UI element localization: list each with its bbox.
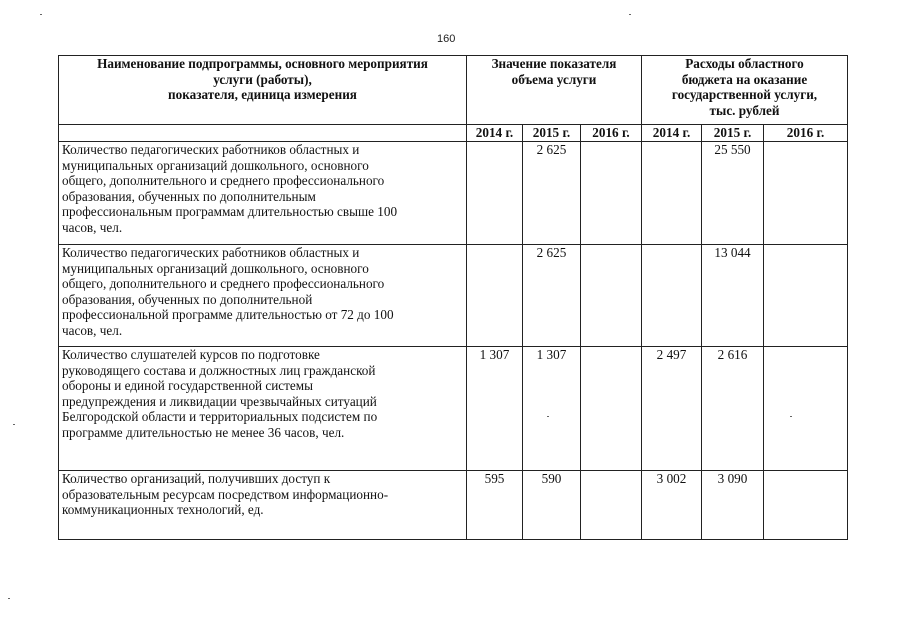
cell-volume-2015: 1 307 — [523, 347, 581, 471]
row-name-line: муниципальных организаций дошкольного, основного — [62, 260, 369, 276]
header-name-spacer — [59, 125, 467, 142]
scan-speck — [40, 14, 42, 15]
row-name-line: программе длительностью не менее 36 часов, чел. — [62, 424, 345, 440]
scan-speck — [8, 598, 10, 599]
row-name-line: Количество педагогических работников областных и — [62, 142, 360, 157]
row-name-line: Количество организаций, получивших доступ к — [62, 471, 331, 486]
header-year-volume-2015: 2015 г. — [523, 125, 581, 142]
page-number: 160 — [437, 33, 456, 45]
header-year-budget-2016: 2016 г. — [764, 125, 848, 142]
row-name-line: Белгородской области и территориальных подсистем по — [62, 409, 378, 424]
header-volume-line: объема услуги — [511, 71, 597, 87]
cell-budget-2015: 2 616 — [702, 347, 764, 471]
row-name-line: общего, дополнительного и среднего профессионального — [62, 276, 385, 291]
row-name-line: профессиональной программе длительностью от 72 до 100 — [62, 307, 394, 322]
cell-volume-2015: 2 625 — [523, 245, 581, 347]
scan-speck — [790, 416, 792, 417]
header-name-line: услуги (работы), — [213, 71, 312, 87]
row-name-line: обороны и единой государственной системы — [62, 378, 313, 393]
cell-budget-2016 — [764, 142, 848, 245]
header-year-volume-2014: 2014 г. — [467, 125, 523, 142]
row-name-line: часов, чел. — [62, 322, 123, 338]
header-budget-line: Расходы областного — [685, 56, 804, 71]
header-year-volume-2016: 2016 г. — [581, 125, 642, 142]
row-name-line: общего, дополнительного и среднего профессионального — [62, 173, 385, 188]
services-table — [58, 55, 848, 540]
table-row — [59, 245, 848, 347]
row-name-line: образовательным ресурсам посредством информационно- — [62, 486, 389, 502]
scan-speck — [13, 424, 15, 425]
header-name-column — [59, 56, 467, 125]
cell-volume-2015: 2 625 — [523, 142, 581, 245]
header-name-line: Наименование подпрограммы, основного мероприятия — [97, 56, 428, 71]
cell-volume-2014 — [467, 142, 523, 245]
cell-volume-2015: 590 — [523, 471, 581, 540]
row-name-line: Количество педагогических работников областных и — [62, 245, 360, 260]
cell-budget-2015: 3 090 — [702, 471, 764, 540]
row-name-line: муниципальных организаций дошкольного, основного — [62, 157, 369, 173]
cell-budget-2016 — [764, 471, 848, 540]
row-name-line: профессиональным программам длительностью свыше 100 — [62, 204, 398, 219]
cell-volume-2016 — [581, 347, 642, 471]
header-volume-line: Значение показателя — [491, 56, 617, 71]
table-row — [59, 142, 848, 245]
cell-budget-2014: 2 497 — [642, 347, 702, 471]
table-header-row — [59, 56, 848, 125]
cell-budget-2014: 3 002 — [642, 471, 702, 540]
header-budget-line: бюджета на оказание — [681, 71, 808, 87]
cell-budget-2015: 25 550 — [702, 142, 764, 245]
row-name-line: Количество слушателей курсов по подготовке — [62, 347, 320, 362]
header-year-budget-2015: 2015 г. — [702, 125, 764, 142]
cell-volume-2016 — [581, 142, 642, 245]
table-years-row — [59, 125, 848, 142]
cell-volume-2014 — [467, 245, 523, 347]
row-name-line: часов, чел. — [62, 219, 123, 235]
header-budget-group — [642, 56, 848, 125]
row-name-line: образования, обученных по дополнительной — [62, 291, 313, 307]
cell-volume-2016 — [581, 471, 642, 540]
row-name-cell — [59, 142, 467, 245]
cell-volume-2016 — [581, 245, 642, 347]
row-name-line: коммуникационных технологий, ед. — [62, 502, 264, 517]
scan-speck — [547, 416, 549, 417]
row-name-line: руководящего состава и должностных лиц гражданской — [62, 362, 376, 378]
header-volume-group — [467, 56, 642, 125]
header-budget-line: государственной услуги, — [671, 87, 818, 102]
row-name-cell — [59, 245, 467, 347]
row-name-cell — [59, 471, 467, 540]
header-name-line: показателя, единица измерения — [168, 87, 357, 102]
cell-budget-2014 — [642, 142, 702, 245]
cell-budget-2016 — [764, 347, 848, 471]
table-row — [59, 347, 848, 471]
row-name-line: предупреждения и ликвидации чрезвычайных ситуаций — [62, 393, 377, 409]
cell-budget-2016 — [764, 245, 848, 347]
cell-budget-2014 — [642, 245, 702, 347]
header-year-budget-2014: 2014 г. — [642, 125, 702, 142]
row-name-cell — [59, 347, 467, 471]
table-row — [59, 471, 848, 540]
cell-volume-2014: 1 307 — [467, 347, 523, 471]
cell-volume-2014: 595 — [467, 471, 523, 540]
row-name-line: образования, обученных по дополнительным — [62, 188, 316, 204]
scan-speck — [629, 14, 631, 15]
cell-budget-2015: 13 044 — [702, 245, 764, 347]
header-budget-line: тыс. рублей — [709, 102, 780, 118]
